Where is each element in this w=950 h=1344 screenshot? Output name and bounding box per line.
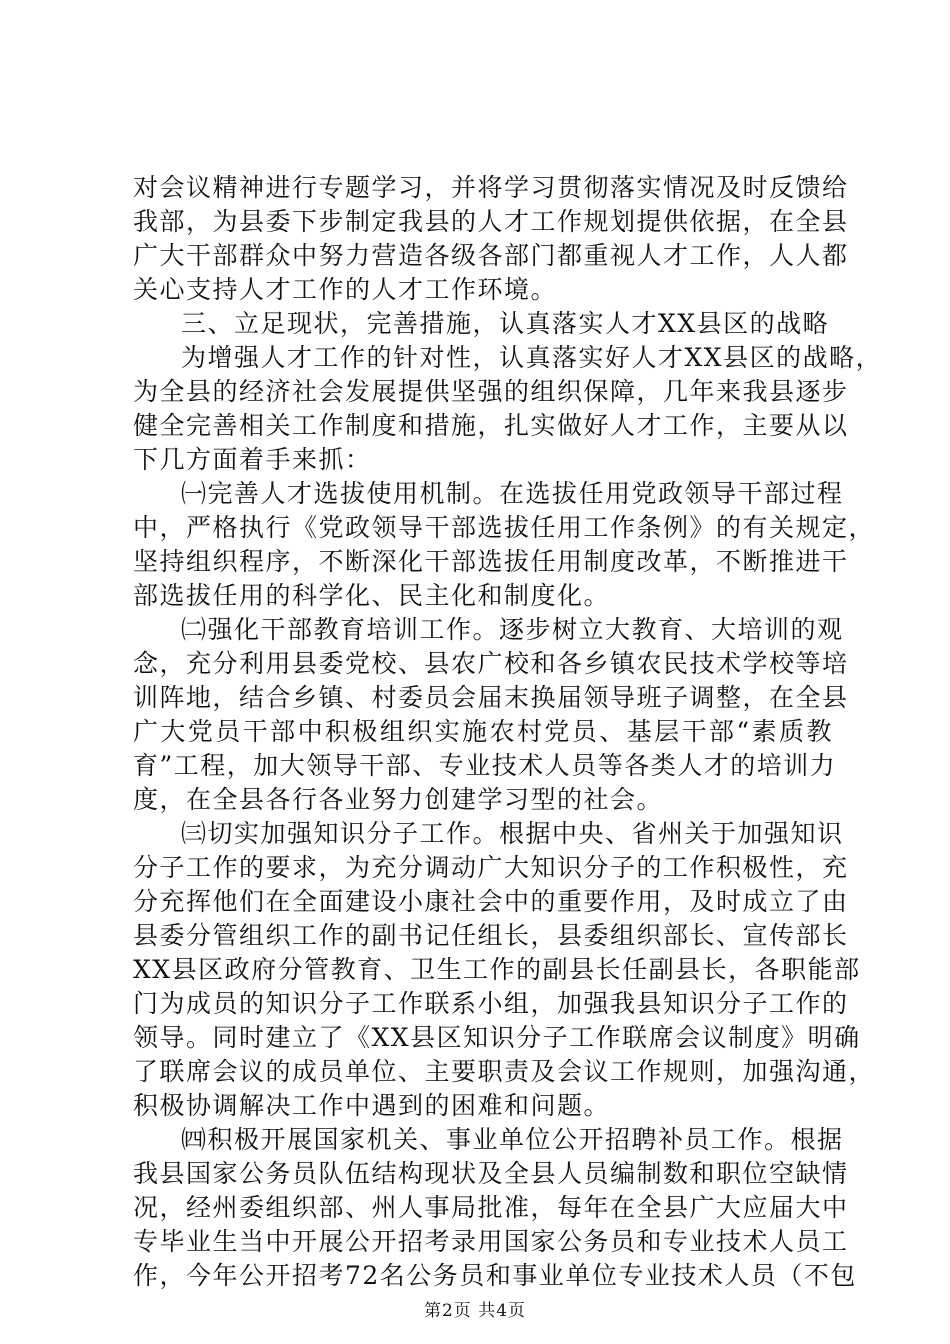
section-heading: 三、立足现状，完善措施，认真落实人才XX县区的战略 — [181, 309, 830, 338]
text-line: 坚持组织程序，不断深化干部选拔任用制度改革，不断推进干 — [133, 547, 849, 576]
text-line: 为全县的经济社会发展提供坚强的组织保障，几年来我县逐步 — [133, 377, 849, 406]
text-line: 广大党员干部中积极组织实施农村党员、基层干部“素质教 — [133, 717, 833, 746]
text-line: ㈢切实加强知识分子工作。根据中央、省州关于加强知识 — [181, 819, 844, 848]
text-line: 念，充分利用县委党校、县农广校和各乡镇农民技术学校等培 — [133, 649, 849, 678]
text-line: 专毕业生当中开展公开招考录用国家公务员和专业技术人员工 — [133, 1227, 849, 1256]
text-line: 部选拔任用的科学化、民主化和制度化。 — [133, 581, 611, 610]
text-line: 育”工程，加大领导干部、专业技术人员等各类人才的培训力 — [133, 751, 837, 780]
text-line: 县委分管组织工作的副书记任组长，县委组织部长、宣传部长 — [133, 921, 849, 950]
text-line: ㈣积极开展国家机关、事业单位公开招聘补员工作。根据 — [181, 1125, 844, 1154]
text-line: 我部，为县委下步制定我县的人才工作规划提供依据，在全县 — [133, 207, 849, 236]
text-line: 我县国家公务员队伍结构现状及全县人员编制数和职位空缺情 — [133, 1159, 849, 1188]
text-line: 作，今年公开招考72名公务员和事业单位专业技术人员（不包 — [133, 1261, 857, 1290]
text-line: 积极协调解决工作中遇到的困难和问题。 — [133, 1091, 611, 1120]
text-line: 了联席会议的成员单位、主要职责及会议工作规则，加强沟通， — [133, 1057, 876, 1086]
text-line: 为增强人才工作的针对性，认真落实好人才XX县区的战略， — [181, 343, 883, 372]
text-line: 健全完善相关工作制度和措施，扎实做好人才工作，主要从以 — [133, 411, 849, 440]
text-line: 分充挥他们在全面建设小康社会中的重要作用，及时成立了由 — [133, 887, 849, 916]
text-line: 门为成员的知识分子工作联系小组，加强我县知识分子工作的 — [133, 989, 849, 1018]
text-line: ㈡强化干部教育培训工作。逐步树立大教育、大培训的观 — [181, 615, 844, 644]
text-line: 下几方面着手来抓： — [133, 445, 372, 474]
text-line: 中，严格执行《党政领导干部选拔任用工作条例》的有关规定， — [133, 513, 876, 542]
text-line: 训阵地，结合乡镇、村委员会届末换届领导班子调整，在全县 — [133, 683, 849, 712]
text-line: 度，在全县各行各业努力创建学习型的社会。 — [133, 785, 664, 814]
text-line: 广大干部群众中努力营造各级各部门都重视人才工作，人人都 — [133, 241, 849, 270]
page-number-footer: 第2页 共4页 — [423, 1301, 527, 1321]
text-line: 分子工作的要求，为充分调动广大知识分子的工作积极性，充 — [133, 853, 849, 882]
text-line: 对会议精神进行专题学习，并将学习贯彻落实情况及时反馈给 — [133, 173, 849, 202]
text-line: ㈠完善人才选拔使用机制。在选拔任用党政领导干部过程 — [181, 479, 844, 508]
text-line: 领导。同时建立了《XX县区知识分子工作联席会议制度》明确 — [133, 1023, 861, 1052]
text-line: 关心支持人才工作的人才工作环境。 — [133, 275, 558, 304]
text-line: XX县区政府分管教育、卫生工作的副县长任副县长，各职能部 — [133, 955, 861, 984]
text-line: 况，经州委组织部、州人事局批准，每年在全县广大应届大中 — [133, 1193, 849, 1222]
